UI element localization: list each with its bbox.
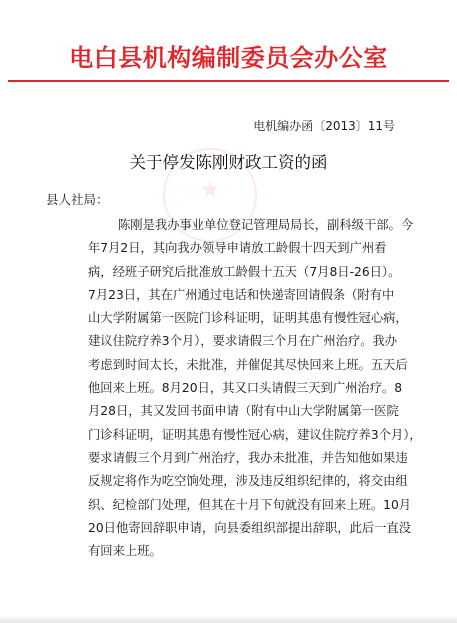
body-line: 建议住院疗养3个月），要求请假三个月在广州治疗。我办: [88, 334, 398, 349]
body-line: 考虑到时间太长，未批准，并催促其尽快回来上班。五天后: [88, 357, 408, 372]
body-line: 山大学附属第一医院门诊科证明，证明其患有慢性冠心病，: [88, 311, 408, 326]
body-line: 反规定将作为吃空饷处理，涉及违反组织纪律的，将交由组: [88, 474, 408, 489]
body-line: 病，经班子研究后批准放工龄假十五天（7月8日-26日）。: [88, 264, 401, 279]
seal-star-icon: ★: [200, 178, 220, 203]
body-line: 7月23日，其在广州通过电话和快递寄回请假条（附有中: [88, 287, 395, 302]
body-line: 要求请假三个月到广州治疗，我办未批准，并告知他如果违: [88, 450, 408, 465]
body-line: 月28日，其又发回书面申请（附有中山大学附属第一医院: [88, 404, 399, 419]
body-line: 年7月2日，其向我办领导申请放工龄假十四天到广州看: [88, 241, 387, 256]
document-title: 关于停发陈刚财政工资的函: [129, 153, 328, 172]
body-line: 20日他寄回辞职申请，向县委组织部提出辞职，此后一直没: [88, 520, 412, 535]
salutation: 县人社局：: [46, 192, 109, 207]
letterhead-title: 电白县机构编制委员会办公室: [69, 43, 388, 72]
body-line: 他回来上班。8月20日，其又口头请假三天到广州治疗。8: [88, 381, 403, 396]
letter-body: [88, 214, 422, 563]
body-line: 门诊科证明，证明其患有慢性冠心病，建议住院疗养3个月），: [88, 427, 422, 442]
body-line: 有回来上班。: [88, 544, 162, 559]
letterhead-red-rule: [8, 80, 449, 82]
document-number: 电机编办函〔2013〕11号: [253, 119, 395, 133]
body-line: 织、纪检部门处理，但其在十月下旬就没有回来上班。10月: [88, 497, 412, 512]
body-line: 陈刚是我办事业单位登记管理局局长，副科级干部。今: [118, 218, 414, 232]
